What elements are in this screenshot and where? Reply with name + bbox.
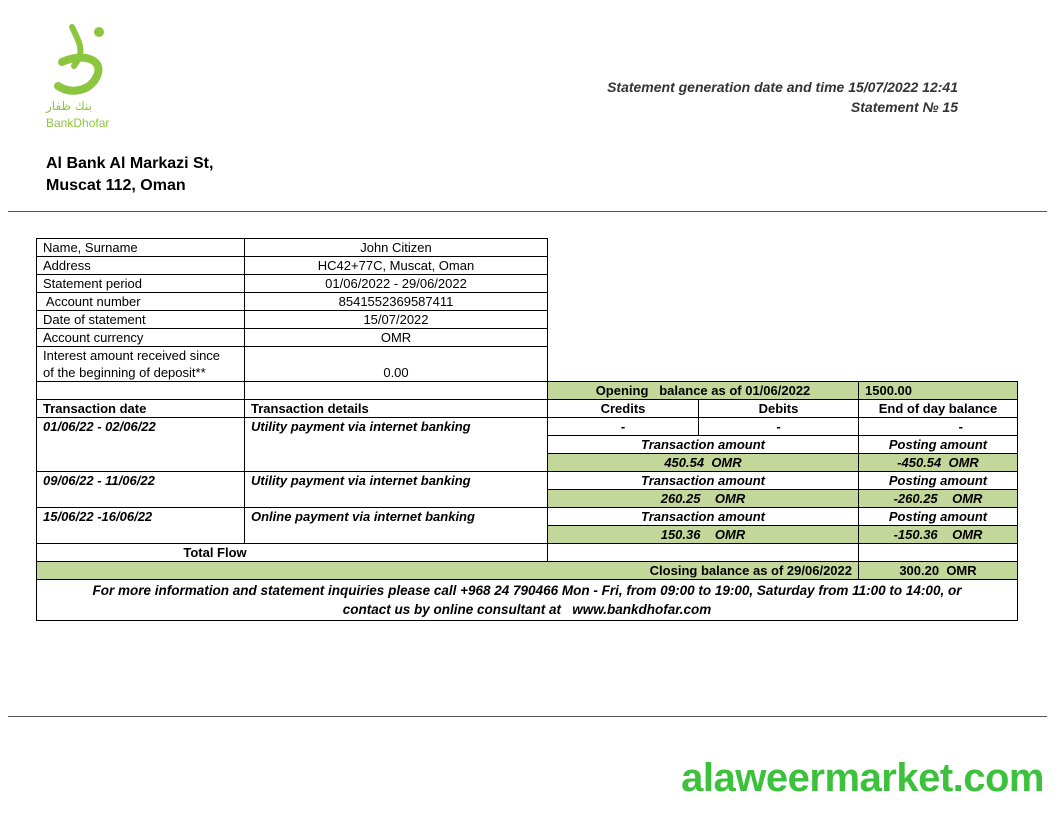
transaction-details: Online payment via internet banking — [245, 508, 548, 544]
transaction-amount-label: Transaction amount — [548, 472, 859, 490]
closing-balance-label: Closing balance as of 29/06/2022 — [37, 562, 859, 580]
info-value: HC42+77C, Muscat, Oman — [245, 257, 548, 275]
col-transaction-details: Transaction details — [245, 400, 548, 418]
posting-amount: -450.54 OMR — [859, 454, 1018, 472]
table-row — [37, 508, 1018, 526]
top-divider — [8, 211, 1047, 212]
transaction-amount: 150.36 OMR — [548, 526, 859, 544]
credits-dash: - — [548, 418, 699, 436]
footer-note-line2: contact us by online consultant at www.bankdhofar.com — [342, 602, 712, 617]
info-label: Date of statement — [37, 311, 245, 329]
interest-value: 0.00 — [245, 347, 548, 382]
bottom-divider — [8, 716, 1047, 717]
info-value: 01/06/2022 - 29/06/2022 — [245, 275, 548, 293]
info-row-period — [37, 275, 1018, 293]
info-label: Address — [37, 257, 245, 275]
col-transaction-date: Transaction date — [37, 400, 245, 418]
opening-balance-value: 1500.00 — [859, 382, 1018, 400]
info-row-interest — [37, 347, 1018, 382]
statement-generation-datetime: Statement generation date and time 15/07/2022 12:41 — [607, 79, 958, 95]
col-credits: Credits — [548, 400, 699, 418]
posting-amount: -150.36 OMR — [859, 526, 1018, 544]
transaction-date: 01/06/22 - 02/06/22 — [37, 418, 245, 472]
posting-amount-label: Posting amount — [859, 472, 1018, 490]
info-value: 15/07/2022 — [245, 311, 548, 329]
interest-label: Interest amount received since of the beginning of deposit** — [37, 347, 245, 382]
col-debits: Debits — [699, 400, 859, 418]
total-flow-row — [37, 544, 1018, 562]
footer-note-row — [37, 580, 1018, 621]
opening-balance-label: Opening balance as of 01/06/2022 — [548, 382, 859, 400]
transaction-amount-label: Transaction amount — [548, 436, 859, 454]
posting-amount: -260.25 OMR — [859, 490, 1018, 508]
eod-dash: - — [859, 418, 1018, 436]
transaction-amount: 450.54 OMR — [548, 454, 859, 472]
info-label: Name, Surname — [37, 239, 245, 257]
closing-balance-value: 300.20 OMR — [859, 562, 1018, 580]
total-flow-label: Total Flow — [37, 544, 548, 562]
transaction-details: Utility payment via internet banking — [245, 472, 548, 508]
info-label: Account currency — [37, 329, 245, 347]
footer-note — [37, 580, 1018, 621]
logo-arabic-text: بنك ظفار — [46, 99, 92, 113]
closing-balance-row — [37, 562, 1018, 580]
table-row — [37, 418, 1018, 436]
logo-english-text: BankDhofar — [46, 116, 110, 130]
table-row — [37, 472, 1018, 490]
info-row-currency — [37, 329, 1018, 347]
info-row-account — [37, 293, 1018, 311]
bank-address-line1: Al Bank Al Markazi St, — [46, 155, 214, 172]
opening-balance-row — [37, 382, 1018, 400]
transaction-date: 09/06/22 - 11/06/22 — [37, 472, 245, 508]
info-value: OMR — [245, 329, 548, 347]
info-row-name — [37, 239, 1018, 257]
footer-note-line1: For more information and statement inquiries please call +968 24 790466 Mon - Fri, from 09:00 to 19:00, Saturday from 11:00 to 14:00, or — [92, 583, 962, 598]
column-header-row — [37, 400, 1018, 418]
info-value: 8541552369587411 — [245, 293, 548, 311]
posting-amount-label: Posting amount — [859, 508, 1018, 526]
statement-number: Statement № 15 — [850, 99, 958, 115]
statement-table — [36, 238, 1018, 621]
transaction-details: Utility payment via internet banking — [245, 418, 548, 472]
transaction-date: 15/06/22 -16/06/22 — [37, 508, 245, 544]
transaction-amount-label: Transaction amount — [548, 508, 859, 526]
info-row-address — [37, 257, 1018, 275]
col-end-of-day-balance: End of day balance — [859, 400, 1018, 418]
info-row-date — [37, 311, 1018, 329]
debits-dash: - — [699, 418, 859, 436]
posting-amount-label: Posting amount — [859, 436, 1018, 454]
watermark-text: alaweermarket.com — [681, 756, 1044, 800]
transaction-amount: 260.25 OMR — [548, 490, 859, 508]
info-label: Statement period — [37, 275, 245, 293]
info-label: Account number — [37, 293, 245, 311]
bank-address-line2: Muscat 112, Oman — [46, 177, 186, 194]
info-value: John Citizen — [245, 239, 548, 257]
